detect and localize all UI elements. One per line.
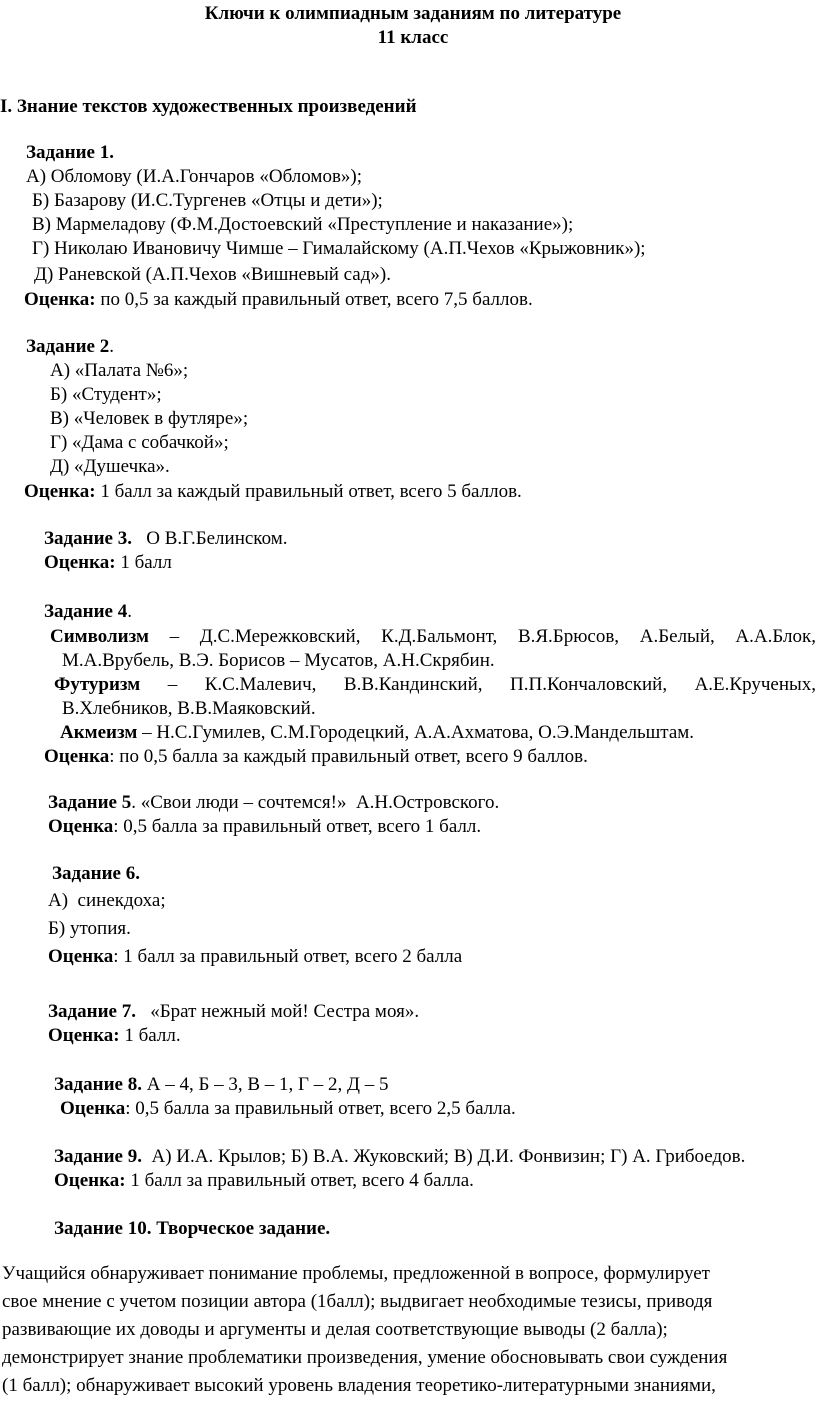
task3-score <box>44 551 172 575</box>
task9-line <box>54 1145 745 1169</box>
task8-score-text: : 0,5 балла за правильный ответ, всего 2,5 балла. <box>125 1098 516 1119</box>
task6-answer-a: А) синекдоха; <box>48 890 166 911</box>
task4-symbolism-line1 <box>50 625 816 649</box>
task5-answer: . «Свои люди – сочтемся!» А.Н.Островского. <box>131 792 500 813</box>
task3-label: Задание 3. <box>44 528 132 549</box>
task2-score <box>24 480 522 504</box>
task5-score-label: Оценка <box>48 816 114 837</box>
task10-paragraph-line-4: демонстрирует знание проблематики произведения, умение обосновывать свои суждения <box>2 1347 728 1368</box>
task3-line <box>44 527 287 551</box>
task8-label: Задание 8. <box>54 1074 142 1095</box>
task10-paragraph-line-3: развивающие их доводы и аргументы и делая соответствующие выводы (2 балла); <box>2 1319 668 1340</box>
task4-label <box>44 600 132 624</box>
task4-futurism-line2: В.Хлебников, В.В.Маяковский. <box>62 698 316 719</box>
task1-label-text: Задание 1. <box>26 142 114 163</box>
task3-answer: О В.Г.Белинском. <box>131 528 288 549</box>
task1-score <box>24 288 533 312</box>
task6-answer-b: Б) утопия. <box>48 918 131 939</box>
task8-score-label: Оценка <box>60 1098 126 1119</box>
document-title: Ключи к олимпиадным заданиям по литературе <box>204 3 622 24</box>
futurism-label: Футуризм <box>54 674 141 695</box>
task7-line <box>48 1000 419 1024</box>
task6-label <box>52 862 140 886</box>
task7-score-text: 1 балл. <box>119 1025 181 1046</box>
task9-score <box>54 1169 474 1193</box>
task4-score-text: : по 0,5 балла за каждый правильный ответ, всего 9 баллов. <box>109 746 588 767</box>
task1-answer-c: В) Мармеладову (Ф.М.Достоевский «Преступление и наказание»); <box>32 214 574 235</box>
task2-label <box>26 335 114 359</box>
task2-score-text: 1 балл за каждый правильный ответ, всего 5 баллов. <box>95 481 522 502</box>
task6-label-text: Задание 6. <box>52 863 140 884</box>
acmeism-text: – Н.С.Гумилев, С.М.Городецкий, А.А.Ахматова, О.Э.Мандельштам. <box>137 722 695 743</box>
task1-label <box>26 141 114 165</box>
task1-answer-a: А) Обломову (И.А.Гончаров «Обломов»); <box>26 166 363 187</box>
task4-symbolism-line2: М.А.Врубель, В.Э. Борисов – Мусатов, А.Н.Скрябин. <box>62 650 495 671</box>
task9-label: Задание 9. <box>54 1146 142 1167</box>
task7-score <box>48 1024 181 1048</box>
task5-label: Задание 5 <box>48 792 132 813</box>
task9-score-label: Оценка: <box>54 1170 126 1191</box>
task4-acmeism <box>60 721 694 745</box>
task10-paragraph-line-1: Учащийся обнаруживает понимание проблемы, предложенной в вопросе, формулирует <box>2 1263 710 1284</box>
futurism-text: – К.С.Малевич, В.В.Кандинский, П.П.Кончаловский, А.Е.Крученых, <box>140 674 816 695</box>
task5-line <box>48 791 499 815</box>
grade-label: 11 класс <box>377 27 449 48</box>
task4-score-label: Оценка <box>44 746 110 767</box>
task7-label: Задание 7. <box>48 1001 136 1022</box>
task7-score-label: Оценка: <box>48 1025 120 1046</box>
symbolism-text: – Д.С.Мережковский, К.Д.Бальмонт, В.Я.Брюсов, А.Белый, А.А.Блок, <box>148 626 816 647</box>
task2-answer-d: Г) «Дама с собачкой»; <box>50 432 229 453</box>
task2-answer-c: В) «Человек в футляре»; <box>50 408 249 429</box>
task4-futurism-line1 <box>54 673 816 697</box>
task1-score-label: Оценка: <box>24 289 96 310</box>
section-heading <box>0 95 417 119</box>
task8-line <box>54 1073 388 1097</box>
task6-score <box>48 945 462 969</box>
task4-label-suffix: . <box>127 601 132 622</box>
task1-answer-e: Д) Раневской (А.П.Чехов «Вишневый сад»). <box>34 264 391 285</box>
task10-paragraph-line-5: (1 балл); обнаруживает высокий уровень владения теоретико-литературными знаниями, <box>2 1375 716 1396</box>
task5-score-text: : 0,5 балла за правильный ответ, всего 1 балл. <box>113 816 482 837</box>
task9-answer: А) И.А. Крылов; Б) В.А. Жуковский; В) Д.И. Фонвизин; Г) А. Грибоедов. <box>141 1146 746 1167</box>
task2-score-label: Оценка: <box>24 481 96 502</box>
task10-label-text: Задание 10. Творческое задание. <box>54 1218 331 1239</box>
task3-score-label: Оценка: <box>44 552 116 573</box>
task8-answer: А – 4, Б – 3, В – 1, Г – 2, Д – 5 <box>141 1074 389 1095</box>
task4-score <box>44 745 588 769</box>
task2-label-suffix: . <box>109 336 114 357</box>
acmeism-label: Акмеизм <box>60 722 138 743</box>
task2-answer-b: Б) «Студент»; <box>50 384 162 405</box>
task6-score-label: Оценка <box>48 946 114 967</box>
task1-answer-b: Б) Базарову (И.С.Тургенев «Отцы и дети»); <box>32 190 383 211</box>
task3-score-text: 1 балл <box>115 552 172 573</box>
section-heading-text: I. Знание текстов художественных произведений <box>0 96 417 117</box>
task2-answer-a: А) «Палата №6»; <box>50 360 189 381</box>
task10-paragraph-line-2: свое мнение с учетом позиции автора (1балл); выдвигает необходимые тезисы, приводя <box>2 1291 713 1312</box>
task1-answer-d: Г) Николаю Ивановичу Чимше – Гималайскому (А.П.Чехов «Крыжовник»); <box>32 238 646 259</box>
task9-score-text: 1 балл за правильный ответ, всего 4 балла. <box>125 1170 474 1191</box>
task6-score-text: : 1 балл за правильный ответ, всего 2 балла <box>113 946 463 967</box>
task8-score <box>60 1097 516 1121</box>
task2-label-text: Задание 2 <box>26 336 110 357</box>
task2-answer-e: Д) «Душечка». <box>50 456 170 477</box>
task7-answer: «Брат нежный мой! Сестра моя». <box>135 1001 420 1022</box>
symbolism-label: Символизм <box>50 626 149 647</box>
task10-label <box>54 1217 330 1241</box>
task5-score <box>48 815 481 839</box>
task1-score-text: по 0,5 за каждый правильный ответ, всего 7,5 баллов. <box>95 289 533 310</box>
task4-label-text: Задание 4 <box>44 601 128 622</box>
